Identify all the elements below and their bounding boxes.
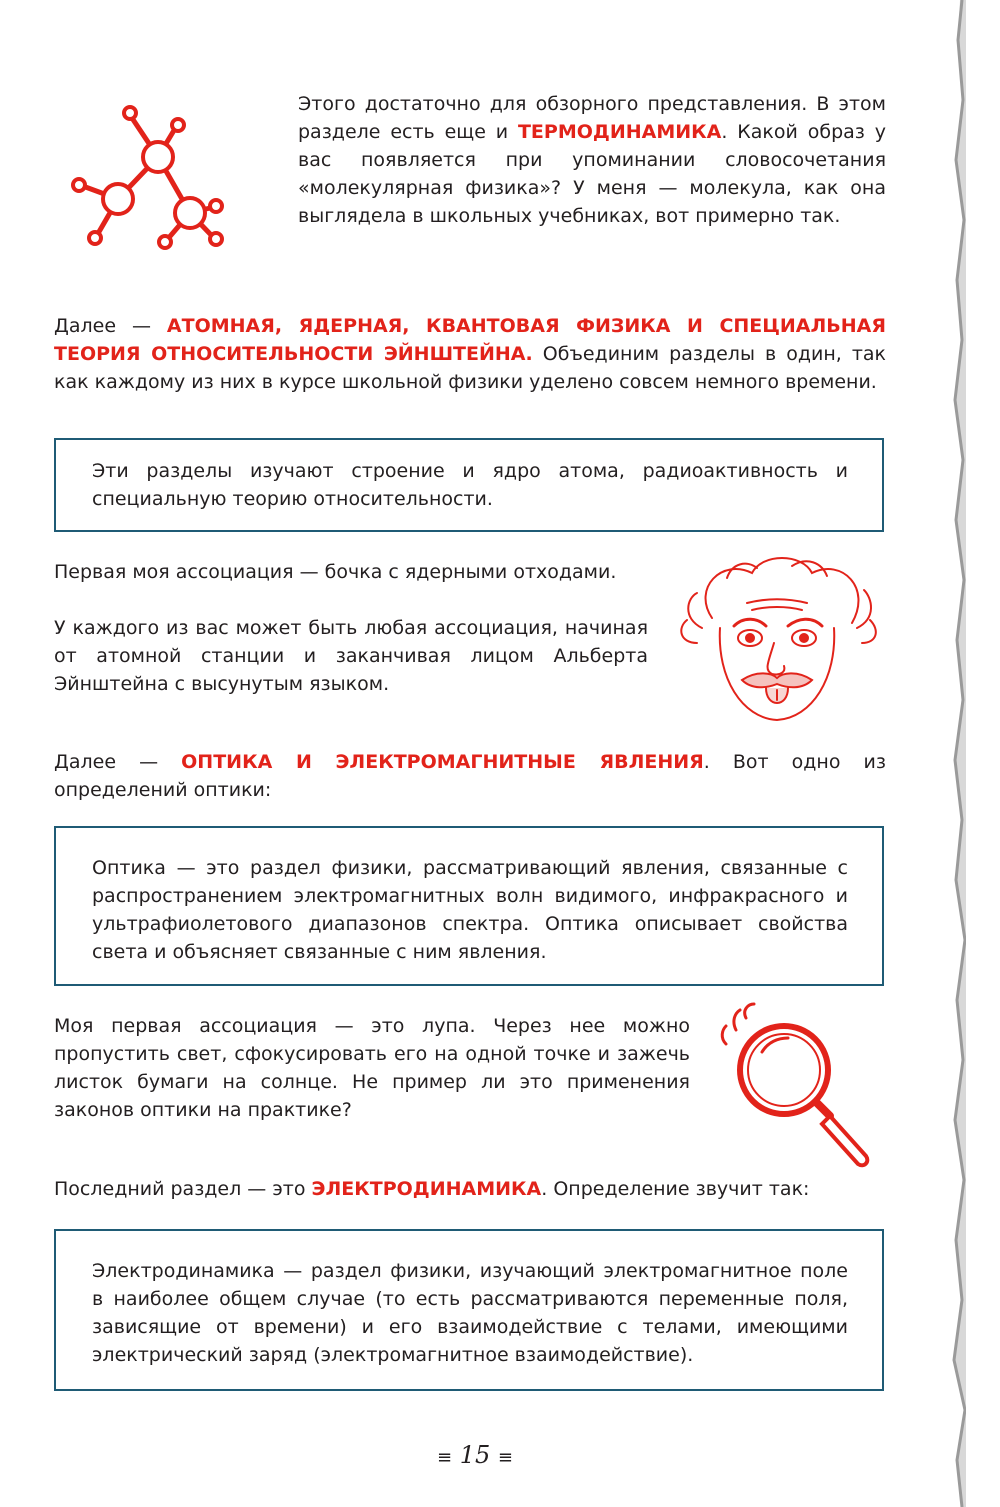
page-number: ≡ 15 ≡ [436, 1441, 513, 1469]
page-number-text: 15 [459, 1441, 491, 1469]
definition-box-optics [54, 826, 884, 986]
definition-box-electrodynamics [54, 1229, 884, 1391]
torn-paper-edge [910, 0, 1000, 1507]
paragraph-thermodynamics [298, 90, 886, 230]
paragraph-first-association [54, 558, 674, 586]
text: . Вот одно из определений оптики: [54, 751, 886, 801]
text: . Какой образ у вас появляется при упоминании словосочетания «молекулярная физика»? У меня — молекула, как она выглядела в школьных учебниках, вот примерно так. [298, 121, 886, 227]
paragraph-magnifier-association [54, 1012, 690, 1124]
definition-text: Оптика — это раздел физики, рассматривающий явления, связанные с распространением электромагнитных волн видимого, инфракрасного и ультрафиолетового диапазонов спектра. Оптика описывает свойства света и объясняет связанные с ним явления. [92, 857, 848, 963]
paragraph-optics [54, 748, 886, 804]
einstein-portrait [672, 548, 882, 738]
definition-box-atomic [54, 438, 884, 532]
text: Моя первая ассоциация — это лупа. Через нее можно пропустить свет, сфокусировать его на одной точке и зажечь листок бумаги на солнце. Не пример ли это применения законов оптики на практике? [54, 1015, 690, 1121]
highlight-term: ОПТИКА И ЭЛЕКТРОМАГНИТНЫЕ ЯВЛЕНИЯ [181, 751, 704, 773]
text: Последний раздел — это [54, 1178, 312, 1200]
text: У каждого из вас может быть любая ассоциация, начиная от атомной станции и заканчивая лицом Альберта Эйнштейна с высунутым языком. [54, 617, 648, 695]
text: Этого достаточно для обзорного представления. В этом разделе есть еще и [298, 93, 886, 143]
highlight-term: ТЕРМОДИНАМИКА [517, 121, 722, 143]
molecule-icon [70, 95, 230, 255]
paragraph-atomic-physics [54, 312, 886, 396]
text: Далее — [54, 315, 167, 337]
text: . Определение звучит так: [541, 1178, 810, 1200]
definition-text: Электродинамика — раздел физики, изучающий электромагнитное поле в наиболее общем случае (то есть рассматриваются переменные поля, зависящие от времени) и его взаимодействие с телами, имеющими электрический заряд (электромагнитное взаимодействие). [92, 1260, 848, 1366]
text: Объединим разделы в один, так как каждому из них в курсе школьной физики уделено совсем немного времени. [54, 343, 887, 393]
highlight-term: АТОМНАЯ, ЯДЕРНАЯ, КВАНТОВАЯ ФИЗИКА И СПЕЦИАЛЬНАЯ ТЕОРИЯ ОТНОСИТЕЛЬНОСТИ ЭЙНШТЕЙНА. [54, 315, 886, 365]
paragraph-electrodynamics [54, 1175, 886, 1203]
magnifier-icon [718, 1000, 878, 1172]
paragraph-association-einstein [54, 614, 648, 698]
text: Первая моя ассоциация — бочка с ядерными отходами. [54, 561, 617, 583]
definition-text: Эти разделы изучают строение и ядро атома, радиоактивность и специальную теорию относительности. [92, 460, 848, 510]
highlight-term: ЭЛЕКТРОДИНАМИКА [311, 1178, 542, 1200]
text: Далее — [54, 751, 182, 773]
